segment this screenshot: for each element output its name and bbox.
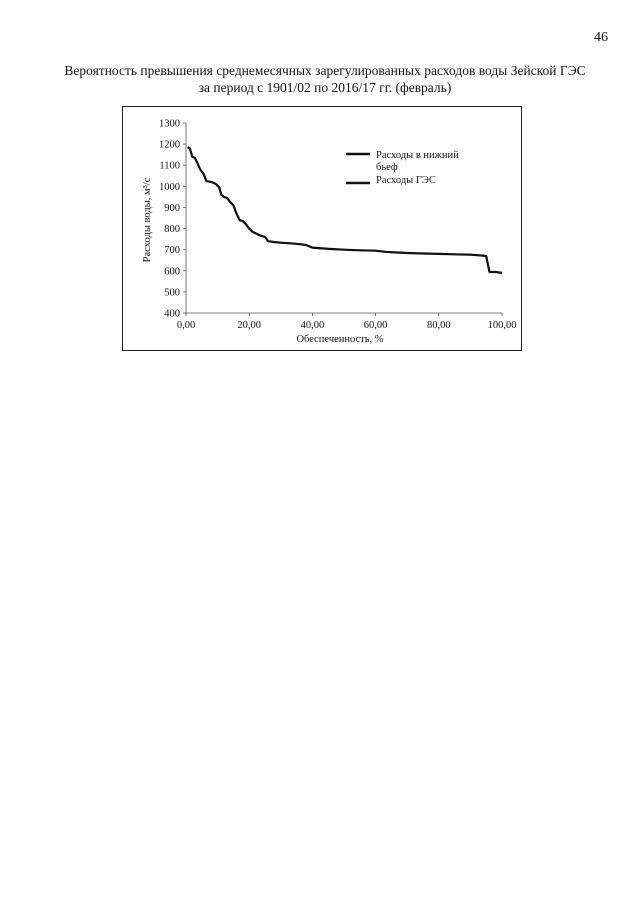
y-tick-label: 1200 <box>159 139 180 151</box>
x-tick-label: 20,00 <box>237 320 262 331</box>
y-tick-label: 500 <box>164 287 180 299</box>
legend-label-lower-pool-line1: Расходы в нижний <box>376 150 459 161</box>
x-axis-title: Обеспеченность, % <box>296 334 384 345</box>
y-tick-label: 400 <box>164 308 180 320</box>
chart-title <box>40 62 610 96</box>
y-tick-label: 700 <box>164 245 180 257</box>
y-tick-label: 900 <box>164 202 180 214</box>
chart-title-line-1: Вероятность превышения среднемесячных зарегулированных расходов воды Зейской ГЭС <box>64 63 586 78</box>
x-tick-label: 60,00 <box>363 320 388 331</box>
x-tick-label: 40,00 <box>300 320 325 331</box>
x-tick-label: 100,00 <box>487 320 517 331</box>
x-tick-label: 80,00 <box>426 320 451 331</box>
legend-label-hpp: Расходы ГЭС <box>376 175 436 186</box>
chart-frame <box>123 107 522 351</box>
y-tick-label: 1000 <box>159 181 180 193</box>
chart-title-line-2: за период с 1901/02 по 2016/17 гг. (февраль) <box>198 80 452 95</box>
y-tick-label: 800 <box>164 224 180 236</box>
y-tick-label: 1100 <box>159 160 180 172</box>
flow-exceedance-chart <box>122 106 522 351</box>
y-tick-label: 600 <box>164 266 180 278</box>
page-number: 46 <box>594 30 608 45</box>
legend-label-lower-pool-line2: бьеф <box>376 162 398 173</box>
y-axis-title: Расходы воды, м³/с <box>142 177 153 263</box>
x-tick-label: 0,00 <box>176 320 196 331</box>
chart-container <box>122 106 522 351</box>
y-tick-label: 1300 <box>159 118 180 130</box>
